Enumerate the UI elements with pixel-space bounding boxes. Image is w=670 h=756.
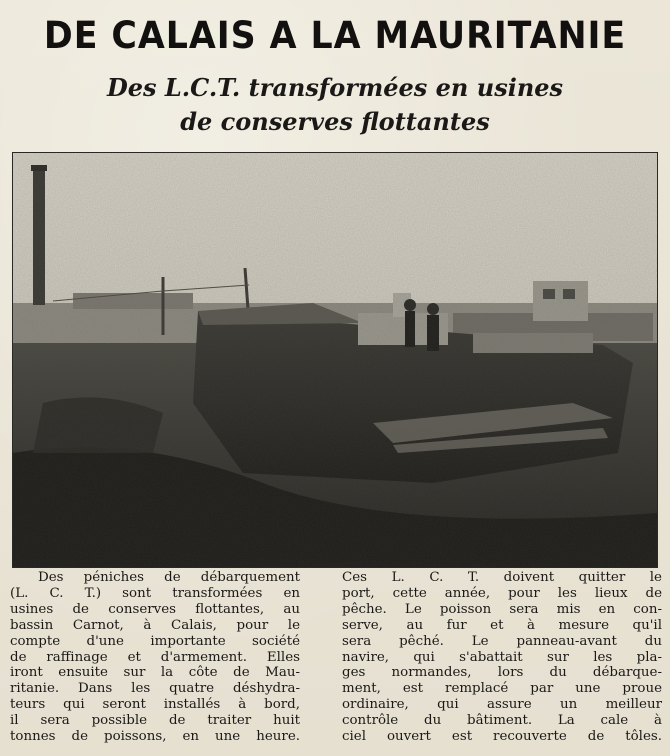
subheadline-line-2: de conserves flottantes — [180, 107, 490, 136]
subheadline-line-1: Des L.C.T. transformées en usines — [106, 73, 564, 102]
text-line: contrôle du bâtiment. La cale à — [342, 713, 662, 729]
text-line: Des péniches de débarquement — [38, 570, 300, 585]
text-line: Ces L. C. T. doivent quitter le — [342, 570, 662, 585]
text-line: port, cette année, pour les lieux de — [342, 585, 662, 601]
text-line: pêche. Le poisson sera mis en con- — [342, 601, 662, 617]
text-line: bassin Carnot, à Calais, pour le — [10, 617, 300, 633]
text-line: tonnes de poissons, en une heure. — [10, 729, 300, 745]
text-line: usines de conserves flottantes, au — [10, 601, 300, 617]
text-line: sera pêché. Le panneau-avant du — [342, 633, 662, 649]
text-line: ordinaire, qui assure un meilleur — [342, 697, 662, 713]
text-line: compte d'une importante société — [10, 633, 300, 649]
text-line: ciel ouvert est recouverte de tôles. — [342, 729, 662, 745]
text-line: ritanie. Dans les quatre déshydra- — [10, 681, 300, 697]
text-line: il sera possible de traiter huit — [10, 713, 300, 729]
text-line: serve, au fur et à mesure qu'il — [342, 617, 662, 633]
text-line: teurs qui seront installés à bord, — [10, 697, 300, 713]
article-column-right — [342, 570, 662, 745]
text-line: ment, est remplacé par une proue — [342, 681, 662, 697]
headline: DE CALAIS A LA MAURITANIE — [43, 14, 627, 57]
text-line: de raffinage et d'armement. Elles — [10, 649, 300, 665]
text-line: ges normandes, lors du débarque- — [342, 665, 662, 681]
text-line: navire, qui s'abattait sur les pla- — [342, 649, 662, 665]
article-column-left — [10, 570, 300, 745]
ship-photo-illustration — [13, 153, 657, 567]
text-line: iront ensuite sur la côte de Mau- — [10, 665, 300, 681]
text-line: (L. C. T.) sont transformées en — [10, 585, 300, 601]
ship-photo — [12, 152, 658, 568]
